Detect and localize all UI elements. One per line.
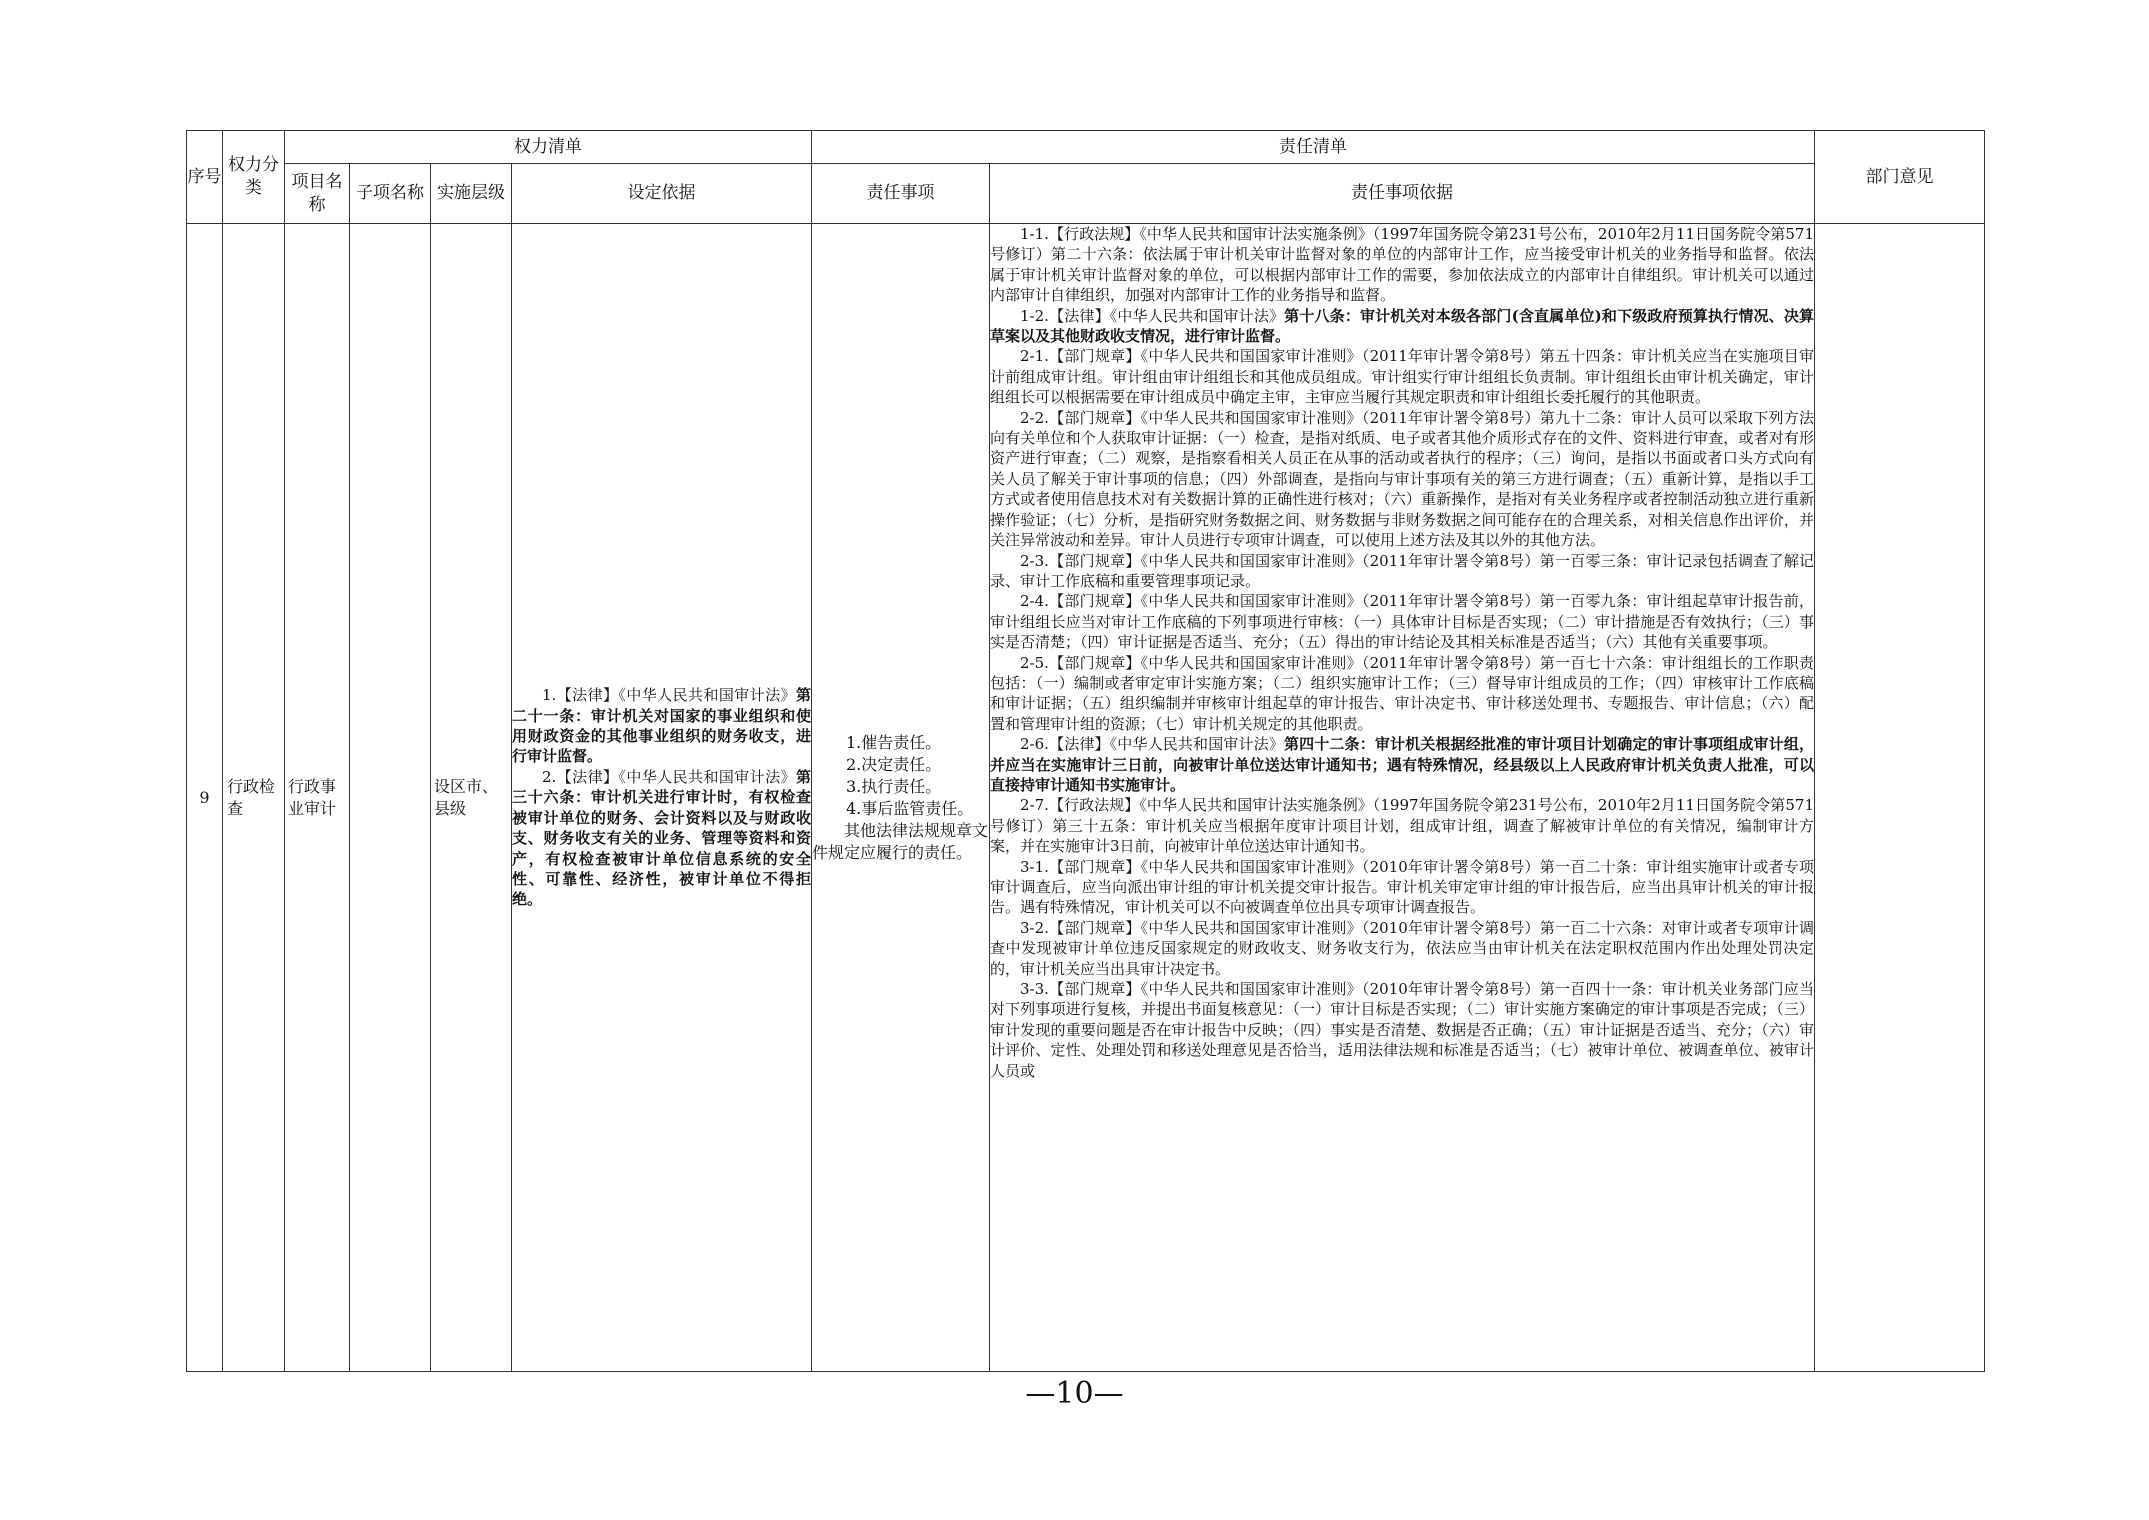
resp-item: 3.执行责任。: [846, 776, 942, 796]
resp-item-extra: 其他法律法规规章文件规定应履行的责任。: [812, 820, 989, 862]
resp-basis-paragraph: 3-2.【部门规章】《中华人民共和国国家审计准则》（2010年审计署令第8号）第一百二十六条：对审计或者专项审计调查中发现被审计单位违反国家规定的财政收支、财务收支行为，依法应当由审计机关在法定职权范围内作出处理处罚决定的，审计机关应当出具审计决定书。: [990, 918, 1814, 978]
row-impl-level: 设区市、县级: [431, 224, 512, 1372]
header-item-name: 项目名称: [285, 164, 350, 224]
header-sub-item-name: 子项名称: [350, 164, 431, 224]
row-seq: 9: [187, 224, 223, 1372]
header-resp-item: 责任事项: [812, 164, 990, 224]
resp-basis-paragraph: 2-2.【部门规章】《中华人民共和国国家审计准则》（2011年审计署令第8号）第九十二条：审计人员可以采取下列方法向有关单位和个人获取审计证据：（一）检查，是指对纸质、电子或者其他介质形式存在的文件、资料进行审查，或者对有形资产进行审查；（二）观察，是指察看相关人员正在从事的活动或者执行的程序；（三）询问，是指以书面或者口头方式向有关人员了解关于审计事项的信息；（四）外部调查，是指向与审计事项有关的第三方进行调查；（五）重新计算，是指以手工方式或者使用信息技术对有关数据计算的正确性进行核对；（六）重新操作，是指对有关业务程序或者控制活动独立进行重新操作验证；（七）分析，是指研究财务数据之间、财务数据与非财务数据之间可能存在的合理关系，对相关信息作出评价，并关注异常波动和差异。审计人员进行专项审计调查，可以使用上述方法及其以外的其他方法。: [990, 408, 1814, 550]
resp-basis-paragraph: 3-1.【部门规章】《中华人民共和国国家审计准则》（2010年审计署令第8号）第一百二十条：审计组实施审计或者专项审计调查后，应当向派出审计组的审计机关提交审计报告。审计机关审定审计组的审计报告后，应当出具审计机关的审计报告。遇有特殊情况，审计机关可以不向被调查单位出具专项审计调查报告。: [990, 857, 1814, 917]
resp-basis-paragraph: 2-5.【部门规章】《中华人民共和国国家审计准则》（2011年审计署令第8号）第一百七十六条：审计组组长的工作职责包括：（一）编制或者审定审计实施方案；（二）组织实施审计工作；（三）督导审计组成员的工作；（四）审核审计工作底稿和审计证据；（五）组织编制并审核审计组起草的审计报告、审计决定书、审计移送处理书、专题报告、审计信息；（六）配置和管理审计组的资源；（七）审计机关规定的其他职责。: [990, 653, 1814, 733]
resp-basis-paragraph: 2-1.【部门规章】《中华人民共和国国家审计准则》（2011年审计署令第8号）第五十四条：审计机关应当在实施项目审计前组成审计组。审计组由审计组组长和其他成员组成。审计组实行审计组组长负责制。审计组组长由审计机关确定，审计组组长可以根据需要在审计组成员中确定主审，主审应当履行其规定职责和审计组组长委托履行的其他职责。: [990, 347, 1814, 407]
row-dept-opinion: [1815, 224, 1985, 1372]
resp-item: 1.催告责任。: [846, 732, 942, 752]
table-row: [187, 224, 1985, 1372]
resp-item: 4.事后监管责任。: [846, 798, 974, 818]
basis-paragraph: 1.【法律】《中华人民共和国审计法》第二十一条：审计机关对国家的事业组织和使用财政资金的其他事业组织的财务收支，进行审计监督。: [512, 686, 811, 766]
header-seq: 序号: [187, 131, 223, 224]
resp-basis-paragraph: 1-2.【法律】《中华人民共和国审计法》第十八条：审计机关对本级各部门(含直属单位)和下级政府预算执行情况、决算草案以及其他财政收支情况，进行审计监督。: [990, 306, 1814, 346]
header-resp-basis: 责任事项依据: [990, 164, 1815, 224]
row-item-name: 行政事业审计: [285, 224, 350, 1372]
basis-paragraph: 2.【法律】《中华人民共和国审计法》第三十六条：审计机关进行审计时，有权检查被审计单位的财务、会计资料以及与财政收支、财务收支有关的业务、管理等资料和资产，有权检查被审计单位信息系统的安全性、可靠性、经济性，被审计单位不得拒绝。: [512, 767, 811, 909]
header-basis: 设定依据: [512, 164, 812, 224]
page-number: —10—: [1025, 1376, 1124, 1411]
header-power-list: 权力清单: [285, 131, 812, 164]
resp-basis-paragraph: 3-3.【部门规章】《中华人民共和国国家审计准则》（2010年审计署令第8号）第一百四十一条：审计机关业务部门应当对下列事项进行复核，并提出书面复核意见：（一）审计目标是否实现；（二）审计实施方案确定的审计事项是否完成；（三）审计发现的重要问题是否在审计报告中反映；（四）事实是否清楚、数据是否正确；（五）审计证据是否适当、充分；（六）审计评价、定性、处理处罚和移送处理意见是否恰当，适用法律法规和标准是否适当；（七）被审计单位、被调查单位、被审计人员或: [990, 980, 1814, 1080]
resp-basis-paragraph: 2-4.【部门规章】《中华人民共和国国家审计准则》（2011年审计署令第8号）第一百零九条：审计组起草审计报告前，审计组组长应当对审计工作底稿的下列事项进行审核：（一）具体审计目标是否实现；（二）审计措施是否有效执行；（三）事实是否清楚；（四）审计证据是否适当、充分；（五）得出的审计结论及其相关标准是否适当；（六）其他有关重要事项。: [990, 592, 1814, 652]
resp-basis-paragraph: 2-7.【行政法规】《中华人民共和国审计法实施条例》（1997年国务院令第231号公布，2010年2月11日国务院令第571号修订）第三十五条：审计机关应当根据年度审计项目计划，组成审计组，调查了解被审计单位的有关情况，编制审计方案，并在实施审计3日前，向被审计单位送达审计通知书。: [990, 796, 1814, 856]
power-responsibility-table: [186, 130, 1985, 1372]
header-category: 权力分类: [223, 131, 285, 224]
resp-item: 2.决定责任。: [846, 754, 942, 774]
resp-basis-paragraph: 1-1.【行政法规】《中华人民共和国审计法实施条例》（1997年国务院令第231号公布，2010年2月11日国务院令第571号修订）第二十六条：依法属于审计机关审计监督对象的单位的内部审计工作，应当接受审计机关的业务指导和监督。依法属于审计机关审计监督对象的单位，可以根据内部审计工作的需要，参加依法成立的内部审计自律组织。审计机关可以通过内部审计自律组织，加强对内部审计工作的业务指导和监督。: [990, 225, 1814, 305]
resp-basis-paragraph: 2-3.【部门规章】《中华人民共和国国家审计准则》（2011年审计署令第8号）第一百零三条：审计记录包括调查了解记录、审计工作底稿和重要管理事项记录。: [990, 551, 1814, 590]
row-category: 行政检查: [223, 224, 285, 1372]
header-resp-list: 责任清单: [812, 131, 1815, 164]
resp-basis-paragraph: 2-6.【法律】《中华人民共和国审计法》第四十二条：审计机关根据经批准的审计项目计划确定的审计事项组成审计组，并应当在实施审计三日前，向被审计单位送达审计通知书；遇有特殊情况，经县级以上人民政府审计机关负责人批准，可以直接持审计通知书实施审计。: [990, 735, 1814, 794]
row-resp-basis: [990, 224, 1815, 1372]
header-dept-opinion: 部门意见: [1815, 131, 1985, 224]
row-resp-items: [812, 224, 990, 1372]
row-basis: [512, 224, 812, 1372]
header-impl-level: 实施层级: [431, 164, 512, 224]
row-sub-item-name: [350, 224, 431, 1372]
